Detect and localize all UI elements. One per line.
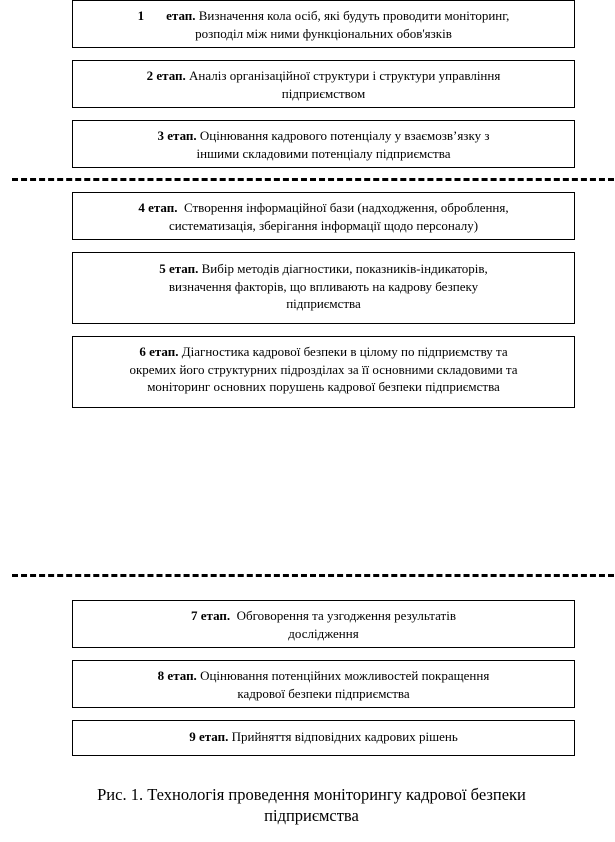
stage-3-text-line-2: іншими складовими потенціалу підприємства [196,145,451,161]
stage-4-text-line-2: систематизація, зберігання інформації щодо персоналу) [168,217,479,233]
stage-1-text: Визначення кола осіб, які будуть проводити моніторинг, [198,8,510,23]
dashed-divider-bottom [12,574,614,577]
stage-5-text: Вибір методів діагностики, показників-індикаторів, [201,261,488,276]
stage-2-label: 2 етап. [146,68,186,83]
stage-9-text: Прийняття відповідних кадрових рішень [231,729,458,744]
stage-8-label: 8 етап. [157,668,197,683]
stage-2-line-1 [81,67,566,85]
stage-5-box [72,252,575,324]
stage-6-line-1 [81,343,566,361]
stage-1-text-line-2: розподіл між ними функціональних обов'язків [195,25,452,41]
stage-7-line-1 [81,607,566,625]
stage-4-box [72,192,575,240]
stage-8-box [72,660,575,708]
stage-5-line-1 [81,260,566,278]
stage-7-box [72,600,575,648]
stage-2-text: Аналіз організаційної структури і структури управління [189,68,501,83]
stage-5-text-line-2: визначення факторів, що впливають на кадрову безпеку [168,278,479,294]
stage-4-label: 4 етап. [138,200,178,215]
stage-3-text: Оцінювання кадрового потенціалу у взаємозв’язку з [199,128,490,143]
stage-6-label: 6 етап. [139,344,179,359]
stage-9-line-1 [81,728,566,746]
stage-6-text: Діагностика кадрової безпеки в цілому по підприємству та [181,344,508,359]
stage-3-label: 3 етап. [157,128,197,143]
stage-3-box [72,120,575,168]
figure-caption-line-1: Рис. 1. Технологія проведення моніторингу кадрової безпеки [97,785,526,804]
stage-2-text-line-2: підприємством [281,85,366,101]
stage-2-box [72,60,575,108]
stage-6-text-line-3: моніторинг основних порушень кадрової безпеки підприємства [147,379,500,394]
stage-9-box [72,720,575,756]
stage-4-line-1 [81,199,566,217]
stage-8-text-line-2: кадрової безпеки підприємства [237,685,410,701]
stage-1-number: 1 [137,8,145,23]
figure-caption [40,784,583,826]
stage-6-text-line-2: окремих його структурних підрозділах за її основними складовими та [129,361,518,377]
stage-6-box [72,336,575,408]
stage-5-text-line-3: підприємства [286,296,361,311]
dashed-divider-top [12,178,614,181]
stage-3-line-1 [81,127,566,145]
stage-1-label: етап. [166,8,196,23]
stage-1-box [72,0,575,48]
stage-1-line-1 [81,7,566,25]
stage-4-text: Створення інформаційної бази (надходження, оброблення, [184,200,509,215]
stage-8-line-1 [81,667,566,685]
stage-7-text: Обговорення та узгодження результатів [236,608,456,623]
figure-caption-line-2: підприємства [264,806,359,825]
stage-5-label: 5 етап. [159,261,199,276]
stage-8-text: Оцінювання потенційних можливостей покращення [200,668,490,683]
stage-9-label: 9 етап. [189,729,229,744]
stage-7-text-line-2: дослідження [288,625,359,641]
stage-7-label: 7 етап. [191,608,231,623]
